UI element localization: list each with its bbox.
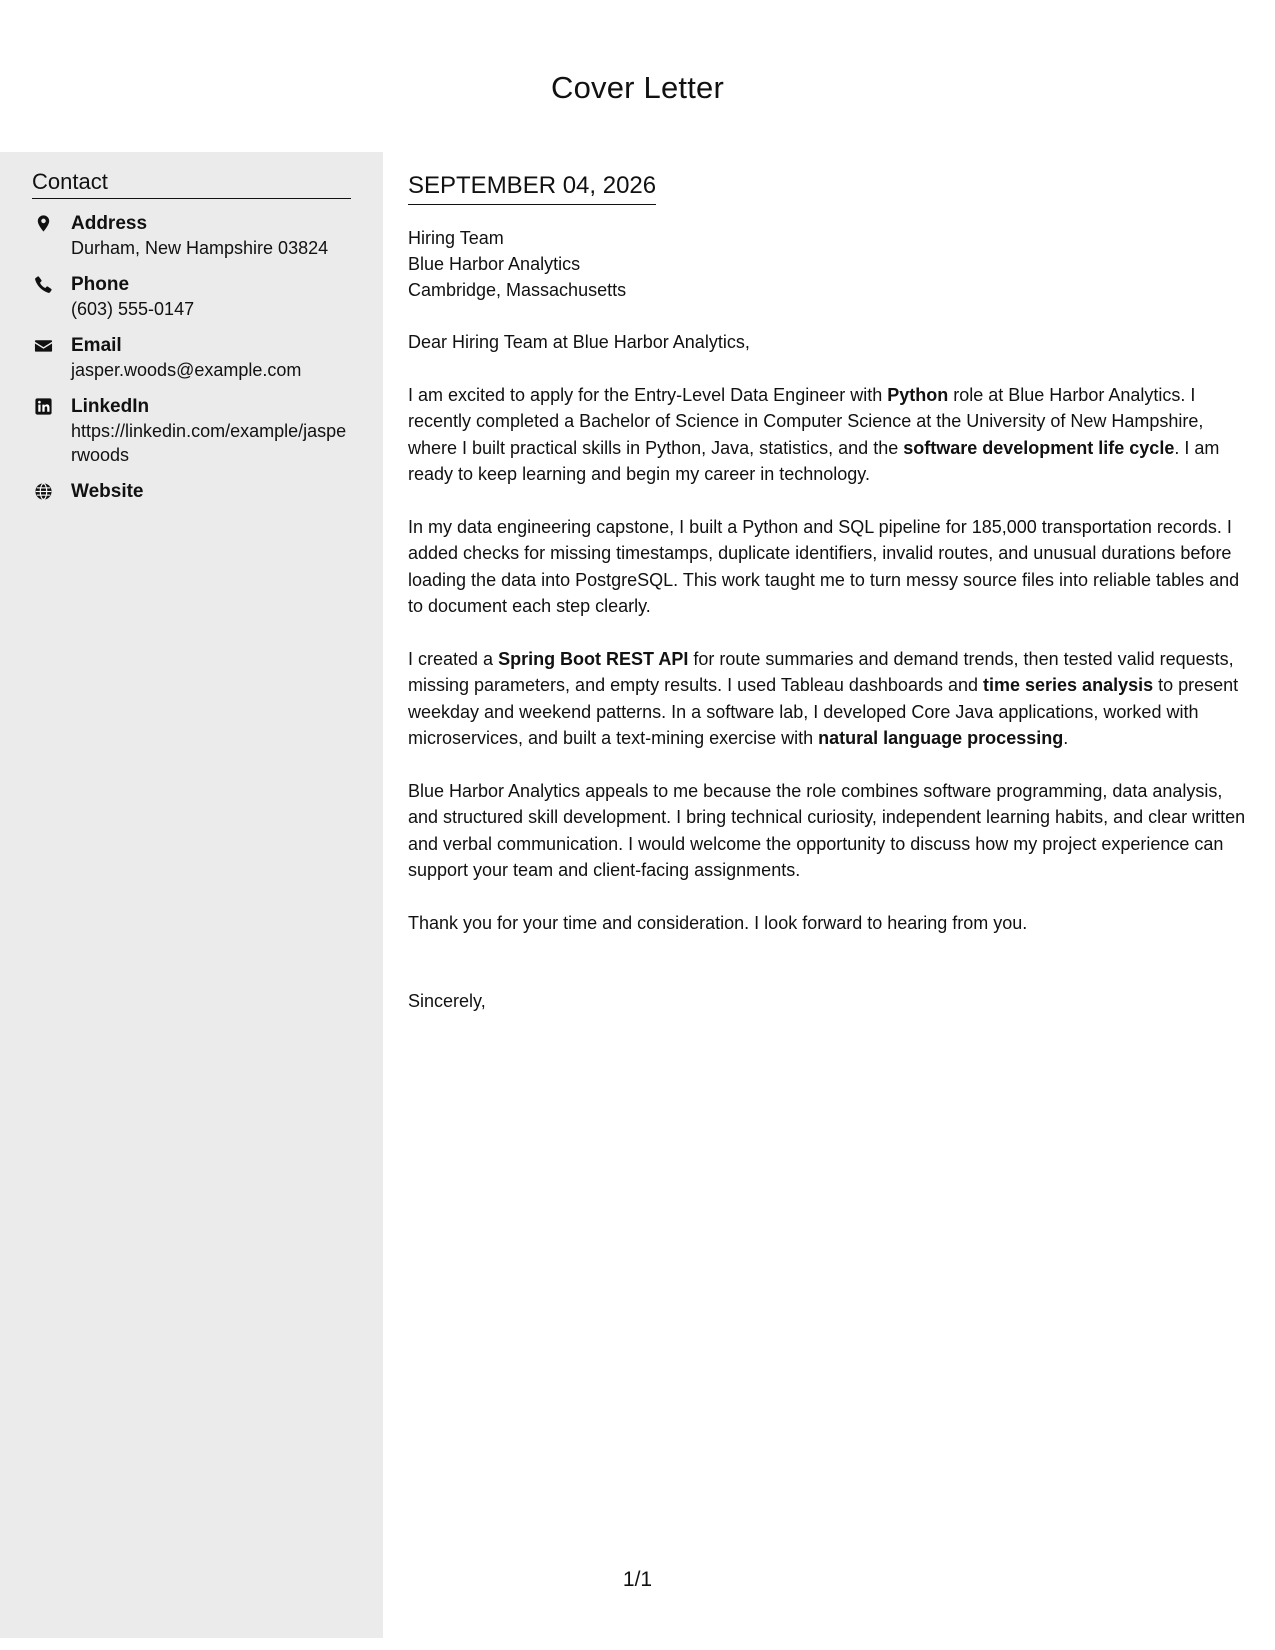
paragraph-text: . (1063, 728, 1069, 748)
envelope-icon (34, 336, 53, 355)
salutation: Dear Hiring Team at Blue Harbor Analytics, (408, 332, 750, 352)
paragraph-text: Thank you for your time and consideration. I look forward to hearing from you. (408, 912, 1028, 933)
paragraph-text: to present weekday and weekend patterns. In a software lab, I developed Core Java applications, worked with microservices, and built a text-mining exercise with (408, 675, 1239, 748)
recipient-company: Blue Harbor Analytics (408, 254, 581, 274)
paragraph-text: I am excited to apply for the Entry-Level Data Engineer with (408, 384, 888, 405)
contact-sidebar (0, 152, 383, 1638)
contact-item-linkedin (32, 394, 352, 467)
paragraph-text: I created a (408, 648, 499, 669)
address-value: Durham, New Hampshire 03824 (71, 238, 329, 258)
contact-item-website (32, 479, 352, 504)
website-label: Website (71, 481, 144, 502)
contact-item-email (32, 333, 352, 382)
letter-body (408, 152, 1246, 1015)
page-title: Cover Letter (551, 70, 724, 105)
emphasis-text: natural language processing (818, 728, 1064, 748)
closing: Sincerely, (408, 991, 486, 1011)
contact-heading: Contact (32, 168, 351, 199)
phone-label: Phone (71, 274, 130, 295)
paragraph-text: In my data engineering capstone, I built a Python and SQL pipeline for 185,000 transportation records. I added checks for missing timestamps, duplicate identifiers, invalid routes, and unusual durations before loading the data into PostgreSQL. This work taught me to turn messy source files into reliable tables and to document each step clearly. (408, 516, 1240, 616)
paragraph-2 (408, 514, 1246, 620)
paragraph-4 (408, 778, 1246, 884)
paragraph-text: . I am ready to keep learning and begin my career in technology. (408, 437, 1220, 484)
paragraph-5 (408, 910, 1246, 937)
emphasis-text: time series analysis (983, 675, 1154, 695)
map-pin-icon (34, 214, 53, 233)
paragraph-3 (408, 646, 1246, 752)
email-label: Email (71, 335, 122, 356)
recipient-location: Cambridge, Massachusetts (408, 280, 627, 300)
contact-item-address (32, 211, 352, 260)
address-label: Address (71, 213, 148, 234)
phone-value: (603) 555-0147 (71, 299, 195, 319)
paragraph-1 (408, 382, 1246, 488)
linkedin-icon (34, 397, 53, 416)
page-number: 1/1 (622, 1568, 653, 1591)
paragraph-text: Blue Harbor Analytics appeals to me because the role combines software programming, data analysis, and structured skill development. I bring technical curiosity, independent learning habits, and clear written and verbal communication. I would welcome the opportunity to discuss how my project experience can support your team and client-facing assignments. (408, 780, 1246, 880)
recipient-block (408, 225, 1246, 303)
linkedin-label: LinkedIn (71, 396, 150, 417)
letter-date: SEPTEMBER 04, 2026 (408, 171, 656, 205)
globe-icon (34, 482, 53, 501)
emphasis-text: Python (887, 384, 949, 405)
emphasis-text: software development life cycle (903, 437, 1175, 458)
phone-icon (34, 275, 53, 294)
recipient-line: Hiring Team (408, 228, 504, 248)
paragraph-text: for route summaries and demand trends, then tested valid requests, missing parameters, and empty results. I used Tableau dashboards and (408, 648, 1234, 695)
emphasis-text: Spring Boot REST API (498, 648, 689, 669)
linkedin-value: https://linkedin.com/example/jasperwoods (71, 421, 347, 465)
contact-item-phone (32, 272, 352, 321)
contact-list (32, 211, 352, 516)
email-value: jasper.woods@example.com (71, 360, 302, 380)
paragraph-text: role at Blue Harbor Analytics. I recently completed a Bachelor of Science in Computer Science at the University of New Hampshire, where I built practical skills in Python, Java, statistics, and the (408, 384, 1204, 458)
